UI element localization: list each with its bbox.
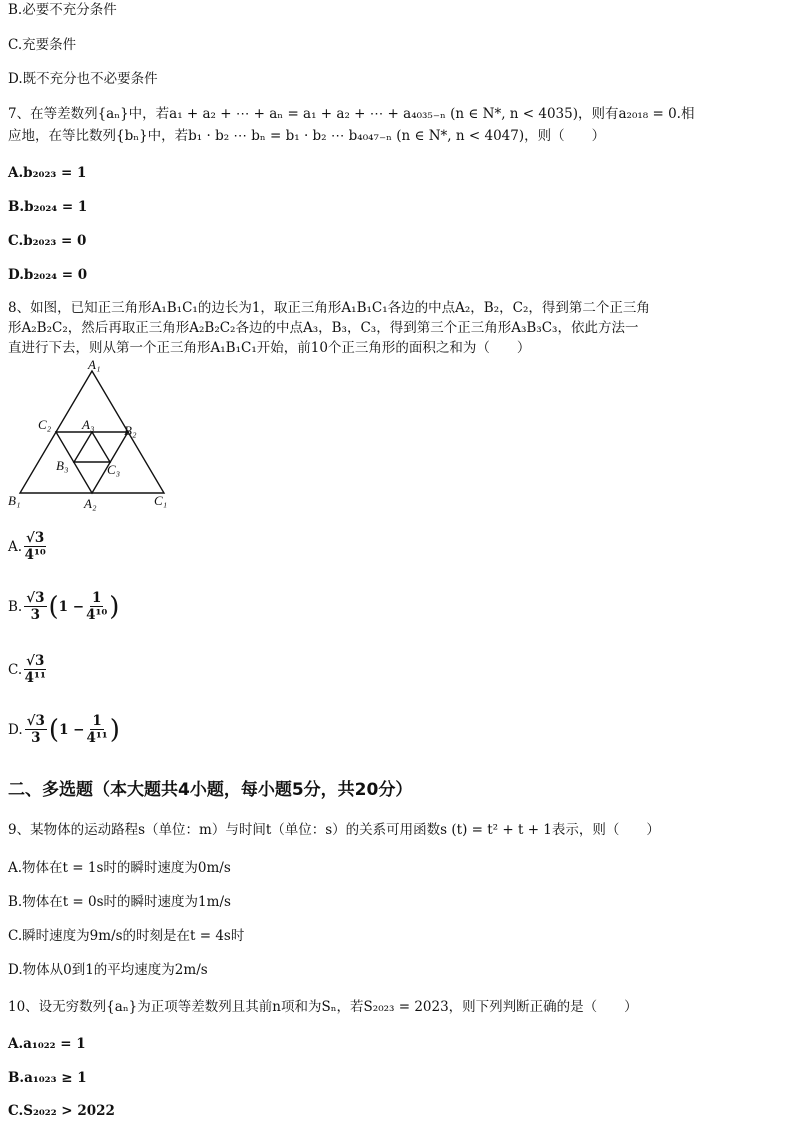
q10-option-b: B.a₁₀₂₃ ≥ 1 [8,1070,87,1086]
q7-option-a: A.b₂₀₂₃ = 1 [8,165,87,181]
q8-option-c [8,653,48,686]
inner-fraction [86,713,107,746]
fraction [25,713,47,746]
q7-option-b: B.b₂₀₂₄ = 1 [8,199,88,215]
q10-stem: 10、设无穷数列{aₙ}为正项等差数列且其前n项和为Sₙ，若S₂₀₂₃ = 2023，则下列判断正确的是（ ） [8,999,638,1015]
inner-lead: 1 − [58,598,85,615]
right-paren: ) [109,714,120,745]
inner-numerator: 1 [92,713,102,729]
fraction-denominator: 3 [31,730,41,746]
q9-stem: 9、某物体的运动路程s（单位：m）与时间t（单位：s）的关系可用函数s (t) = t² + t + 1表示，则（ ） [8,822,660,838]
q10-option-c: C.S₂₀₂₂ > 2022 [8,1103,115,1119]
q8-option-d [8,713,120,746]
label-c1: C₁ [154,493,168,508]
q6-option-b: B.必要不充分条件 [8,2,117,18]
q9-option-b: B.物体在t = 0s时的瞬时速度为1m/s [8,894,231,910]
label-c2: C₂ [38,417,52,432]
fraction [24,653,46,686]
label-b1: B₁ [8,493,21,508]
option-prefix: A. [8,538,23,555]
left-paren: ( [48,591,59,622]
fraction-denominator: 3 [30,607,41,623]
nested-triangles-figure [8,357,178,517]
option-prefix: B. [8,598,23,615]
left-paren: ( [48,714,60,745]
q10-option-a: A.a₁₀₂₂ = 1 [8,1036,86,1052]
fraction-numerator: √3 [26,530,45,546]
fraction-denominator: 4¹⁰ [24,547,46,563]
triangle-a3b3c3 [74,432,110,462]
q9-option-c: C.瞬时速度为9m/s的时刻是在t = 4s时 [8,928,245,944]
fraction-numerator: √3 [26,653,45,669]
right-paren: ) [109,591,120,622]
q7-option-c: C.b₂₀₂₃ = 0 [8,233,87,249]
fraction [24,530,46,563]
fraction-denominator: 4¹¹ [24,670,46,686]
section-heading: 二、多选题（本大题共4小题，每小题5分，共20分） [8,780,413,800]
label-b2: B₂ [124,423,137,438]
q7-option-d: D.b₂₀₂₄ = 0 [8,267,88,283]
inner-lead: 1 − [59,721,85,738]
fraction [24,590,46,623]
label-a1: A₁ [88,357,101,372]
q7-stem-line2: 应地，在等比数列{bₙ}中，若b₁ · b₂ ⋯ bₙ = b₁ · b₂ ⋯ b₄₀₄₇₋ₙ (n ∈ N*, n < 4047)，则（ ） [8,128,606,144]
q8-option-a [8,530,48,563]
label-c3: C₃ [107,462,121,477]
q6-option-d: D.既不充分也不必要条件 [8,71,158,87]
q8-option-b [8,590,119,623]
q6-option-c: C.充要条件 [8,37,77,53]
label-a3: A₃ [82,417,95,432]
q8-stem-line3: 直进行下去，则从第一个正三角形A₁B₁C₁开始，前10个正三角形的面积之和为（ ） [8,340,531,356]
q9-option-d: D.物体从0到1的平均速度为2m/s [8,962,208,978]
option-prefix: D. [8,721,23,738]
label-b3: B₃ [56,458,69,473]
fraction-numerator: √3 [26,590,45,606]
label-a2: A₂ [84,496,97,511]
q8-stem-line2: 形A₂B₂C₂，然后再取正三角形A₂B₂C₂各边的中点A₃，B₃，C₃，得到第三个正三角形A₃B₃C₃，依此方法一 [8,320,639,336]
fraction-numerator: √3 [26,713,45,729]
q9-option-a: A.物体在t = 1s时的瞬时速度为0m/s [8,860,231,876]
option-prefix: C. [8,661,23,678]
inner-fraction [86,590,107,623]
inner-numerator: 1 [91,590,102,606]
inner-denominator: 4¹¹ [86,730,108,746]
inner-denominator: 4¹⁰ [86,607,108,623]
q8-stem-line1: 8、如图，已知正三角形A₁B₁C₁的边长为1，取正三角形A₁B₁C₁各边的中点A₂，B₂，C₂，得到第二个正三角 [8,300,650,316]
q7-stem-line1: 7、在等差数列{aₙ}中，若a₁ + a₂ + ⋯ + aₙ = a₁ + a₂ + ⋯ + a₄₀₃₅₋ₙ (n ∈ N*, n < 4035)，则有a₂₀₁₈ = 0.相 [8,106,695,122]
